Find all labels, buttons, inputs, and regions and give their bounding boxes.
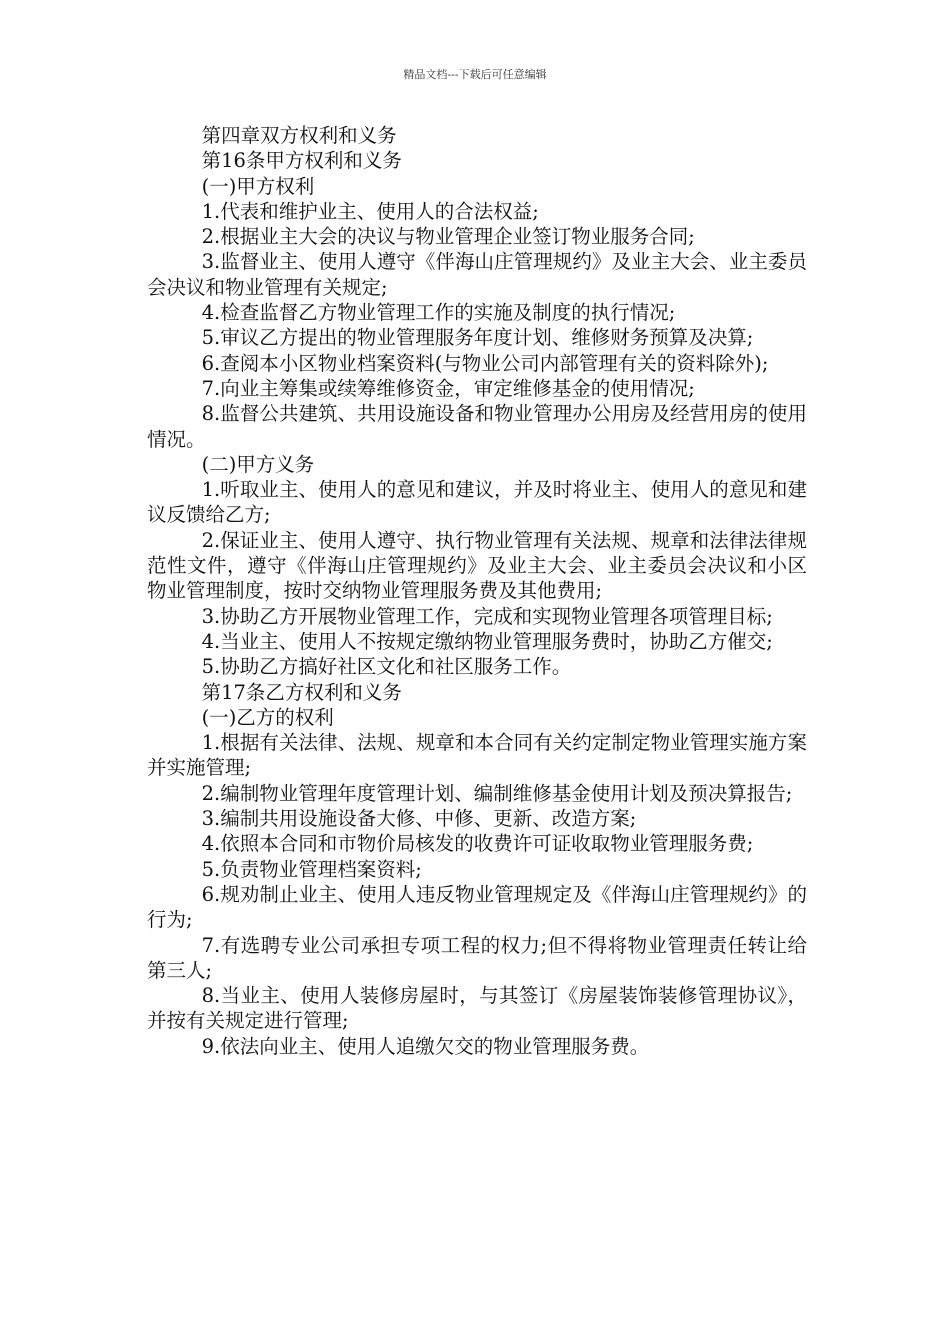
article-heading: 第16条甲方权利和义务 (201, 149, 402, 173)
clause-paragraph: 2.根据业主大会的决议与物业管理企业签订物业服务合同; (201, 225, 695, 249)
header-watermark: 精品文档---下载后可任意编辑 (403, 68, 547, 81)
clause-paragraph: 2.保证业主、使用人遵守、执行物业管理有关法规、规章和法律法律规范性文件，遵守《伴海山庄管理规约》及业主大会、业主委员会决议和小区物业管理制度，按时交纳物业管理服务费及其他费用; (147, 528, 807, 603)
section-heading: (一)乙方的权利 (201, 705, 334, 729)
document-body (147, 123, 807, 1059)
clause-paragraph: 5.协助乙方搞好社区文化和社区服务工作。 (201, 655, 572, 679)
clause-paragraph: 3.编制共用设施设备大修、中修、更新、改造方案; (201, 807, 637, 831)
clause-paragraph: 3.协助乙方开展物业管理工作，完成和实现物业管理各项管理目标; (201, 604, 773, 628)
clause-paragraph: 3.监督业主、使用人遵守《伴海山庄管理规约》及业主大会、业主委员会决议和物业管理有关规定; (147, 250, 807, 299)
clause-paragraph: 8.监督公共建筑、共用设施设备和物业管理办公用房及经营用房的使用情况。 (147, 402, 807, 451)
clause-paragraph: 9.依法向业主、使用人追缴欠交的物业管理服务费。 (201, 1034, 650, 1058)
clause-paragraph: 6.规劝制止业主、使用人违反物业管理规定及《伴海山庄管理规约》的行为; (147, 882, 807, 932)
clause-paragraph: 5.审议乙方提出的物业管理服务年度计划、维修财务预算及决算; (201, 326, 754, 350)
chapter-heading: 第四章双方权利和义务 (201, 124, 397, 147)
clause-paragraph: 4.依照本合同和市物价局核发的收费许可证收取物业管理服务费; (201, 832, 754, 856)
clause-paragraph: 8.当业主、使用人装修房屋时，与其签订《房屋装饰装修管理协议》，并按有关规定进行管理; (147, 984, 807, 1033)
clause-paragraph: 7.有选聘专业公司承担专项工程的权力;但不得将物业管理责任转让给第三人; (147, 933, 807, 982)
clause-paragraph: 4.当业主、使用人不按规定缴纳物业管理服务费时，协助乙方催交; (201, 629, 773, 653)
clause-paragraph: 7.向业主筹集或续筹维修资金，审定维修基金的使用情况; (201, 376, 695, 400)
clause-paragraph: 6.查阅本小区物业档案资料(与物业公司内部管理有关的资料除外); (201, 351, 769, 375)
clause-paragraph: 1.听取业主、使用人的意见和建议，并及时将业主、使用人的意见和建议反馈给乙方; (147, 478, 807, 527)
clause-paragraph: 2.编制物业管理年度管理计划、编制维修基金使用计划及预决算报告; (201, 781, 793, 805)
clause-paragraph: 1.代表和维护业主、使用人的合法权益; (201, 199, 539, 223)
section-heading: (一)甲方权利 (201, 174, 315, 198)
clause-paragraph: 4.检查监督乙方物业管理工作的实施及制度的执行情况; (201, 301, 676, 325)
article-heading: 第17条乙方权利和义务 (201, 680, 402, 704)
clause-paragraph: 5.负责物业管理档案资料; (201, 857, 422, 881)
clause-paragraph: 1.根据有关法律、法规、规章和本合同有关约定制定物业管理实施方案并实施管理; (147, 731, 807, 780)
section-heading: (二)甲方义务 (201, 452, 315, 476)
